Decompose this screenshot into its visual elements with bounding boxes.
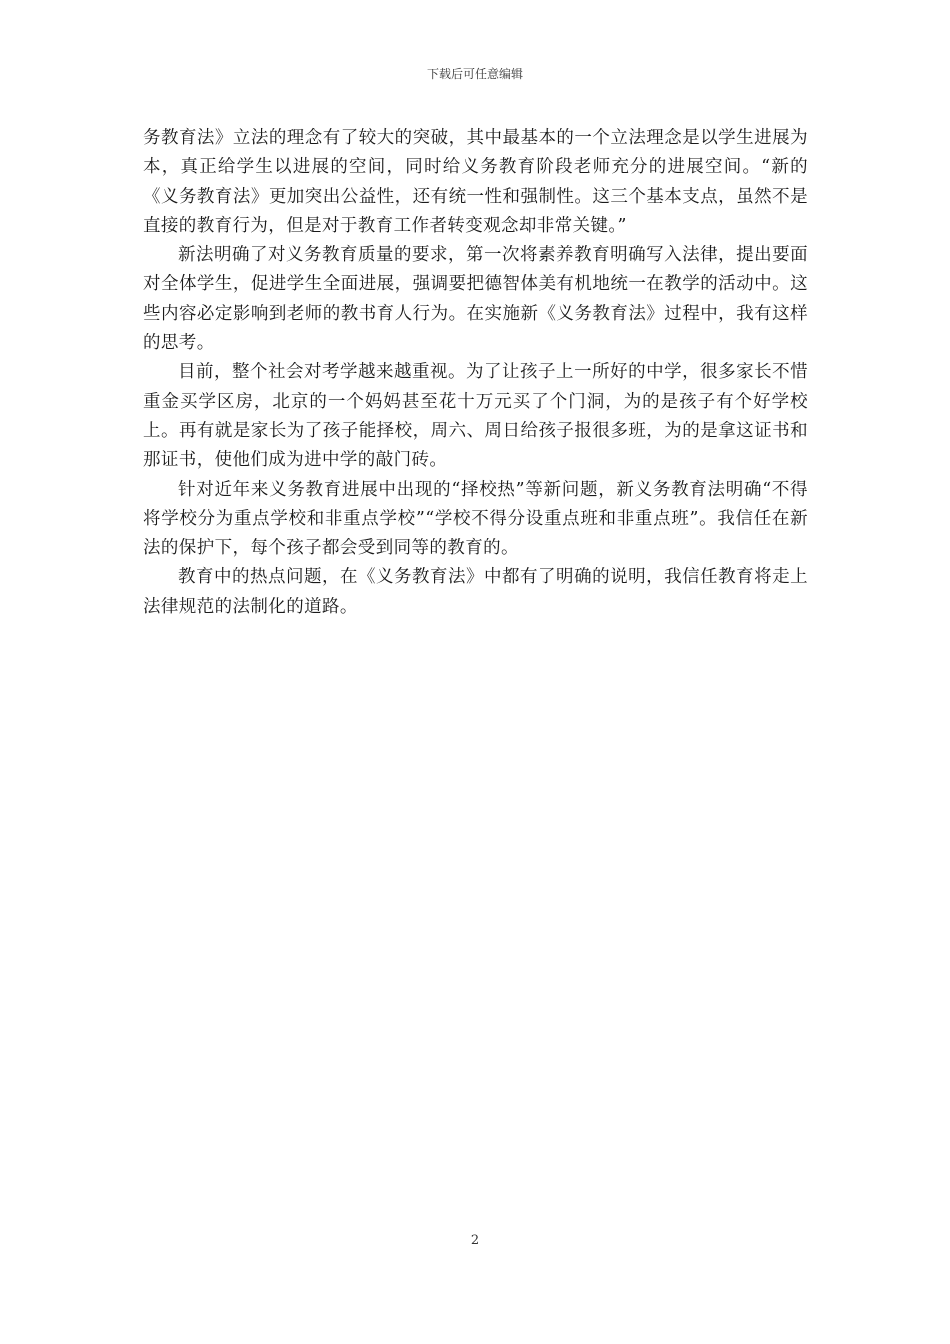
paragraph-continuation: 务教育法》立法的理念有了较大的突破，其中最基本的一个立法理念是以学生进展为本，真正给学生以进展的空间，同时给义务教育阶段老师充分的进展空间。“新的《义务教育法》更加突出公益性，还有统一性和强制性。这三个基本支点，虽然不是直接的教育行为，但是对于教育工作者转变观念却非常关键。” [143,128,808,236]
paragraph-key-schools: 针对近年来义务教育进展中出现的“择校热”等新问题，新义务教育法明确“不得将学校分为重点学校和非重点学校”“学校不得分设重点班和非重点班”。我信任在新法的保护下，每个孩子都会受到同等的教育的。 [143,479,808,559]
page-header: 下载后可任意编辑 [426,67,523,81]
paragraph-new-law-quality: 新法明确了对义务教育质量的要求，第一次将素养教育明确写入法律，提出要面对全体学生，促进学生全面进展，强调要把德智体美有机地统一在教学的活动中。这些内容必定影响到老师的教书育人行为。在实施新《义务教育法》过程中，我有这样的思考。 [143,245,808,354]
paragraph-school-choice: 目前，整个社会对考学越来越重视。为了让孩子上一所好的中学，很多家长不惜重金买学区房，北京的一个妈妈甚至花十万元买了个门洞，为的是孩子有个好学校上。再有就是家长为了孩子能择校，周六、周日给孩子报很多班，为的是拿这证书和那证书，使他们成为进中学的敲门砖。 [143,362,808,471]
paragraph-conclusion: 教育中的热点问题，在《义务教育法》中都有了明确的说明，我信任教育将走上法律规范的法制化的道路。 [143,567,808,617]
page-number: 2 [470,1233,480,1248]
document-body [143,124,808,622]
